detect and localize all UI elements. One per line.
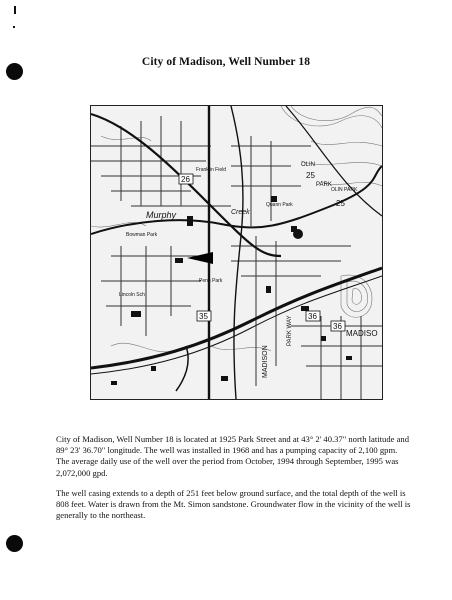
map-label: PARK — [316, 182, 332, 188]
section-label: 36 — [308, 312, 317, 321]
map-label: Bowman Park — [126, 232, 158, 238]
section-label: 26 — [181, 175, 190, 184]
map-label: MADISO — [346, 329, 378, 338]
section-label: 36 — [333, 322, 342, 331]
construction-paragraph: The well casing extends to a depth of 251 feet below ground surface, and the total depth of the well is 808 feet. Water is drawn from the Mt. Simon sandstone. Groundwater flow in the vicinity of the well is generally to the northeast. — [56, 488, 411, 521]
section-label: 25 — [306, 171, 315, 180]
location-map — [90, 105, 383, 400]
map-label: Creek — [231, 209, 250, 216]
map-label: Murphy — [146, 210, 177, 220]
binder-hole-bottom — [6, 535, 23, 552]
map-label: Franklin Field — [196, 167, 227, 173]
section-label: 35 — [199, 312, 208, 321]
description-paragraph: City of Madison, Well Number 18 is located at 1925 Park Street and at 43° 2' 40.37" north latitude and 89° 23' 36.70" longitude. The well was installed in 1968 and has a pumping capacity of 2,100 gpm. The average daily use of the well over the period from October, 1994 through September, 1995 was 2,072,000 gpd. — [56, 434, 410, 478]
map-label: Penn Park — [199, 278, 223, 284]
topographic-map — [91, 106, 382, 399]
map-label: OLIN — [301, 162, 316, 168]
map-label: Quann Park — [266, 202, 293, 208]
section-label: 25 — [336, 199, 345, 208]
scan-speck — [13, 26, 15, 28]
document-title: City of Madison, Well Number 18 — [141, 56, 311, 68]
map-label: Lincoln Sch — [119, 292, 145, 298]
scan-speck — [14, 6, 16, 14]
map-label: PARK WAY — [287, 315, 293, 346]
map-label: MADISON — [262, 345, 269, 378]
map-label: OLIN PARK — [331, 187, 358, 193]
